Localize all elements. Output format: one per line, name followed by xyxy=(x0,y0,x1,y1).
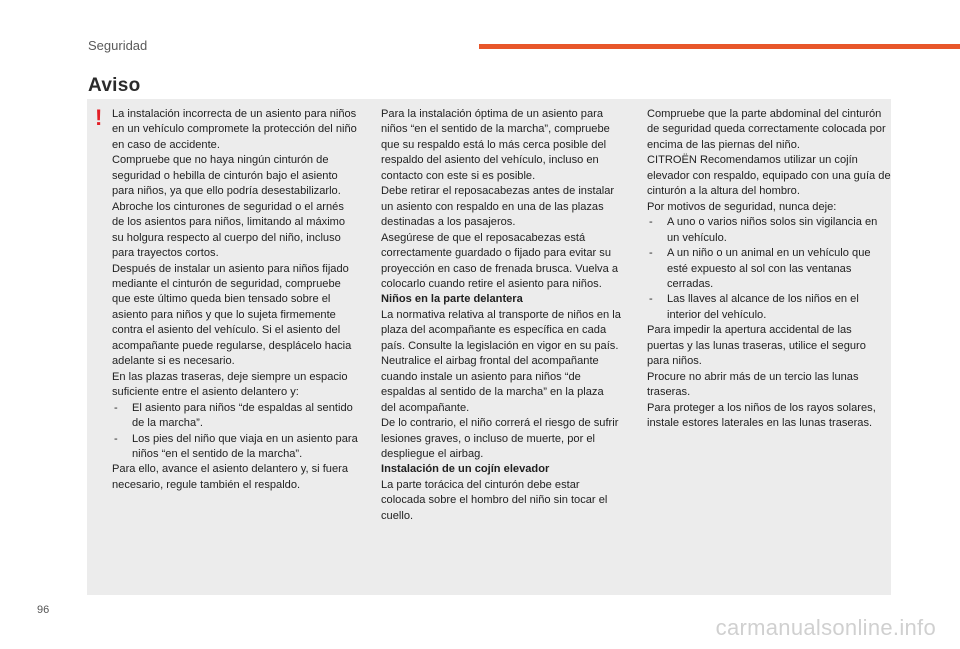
paragraph: Después de instalar un asiento para niños fijado mediante el cinturón de seguridad, compruebe que este último queda bien tensado sobre el asiento para niños y que lo sujeta firmemente contra el asiento del vehículo. Si el asiento del acompañante puede regularse, desplácelo hacia adelante si es necesario. xyxy=(112,262,352,368)
paragraph: La normativa relativa al transporte de niños en la plaza del acompañante es específica en cada país. Consulte la legislación en vigor en su país. xyxy=(381,308,621,352)
paragraph: Asegúrese de que el reposacabezas está correctamente guardado o fijado para evitar su proyección en caso de frenada brusca. Vuelva a colocarlo cuando retire el asiento para niños. xyxy=(381,231,619,290)
subheading: Instalación de un cojín elevador xyxy=(381,463,550,476)
text-column-1 xyxy=(112,107,358,493)
paragraph: Compruebe que no haya ningún cinturón de seguridad o hebilla de cinturón bajo el asiento para niños, ya que ello podría desestabilizarlo. xyxy=(112,154,341,198)
dash-list-item: - Los pies del niño que viaja en un asiento para niños “en el sentido de la marcha”. xyxy=(112,432,358,463)
paragraph: CITROËN Recomendamos utilizar un cojín elevador con respaldo, equipado con una guía de cinturón a la altura del hombro. xyxy=(647,154,891,198)
dash-list-item: - Las llaves al alcance de los niños en el interior del vehículo. xyxy=(647,292,891,323)
watermark: carmanualsonline.info xyxy=(715,615,936,640)
dash-list-item: - El asiento para niños “de espaldas al sentido de la marcha”. xyxy=(112,401,358,432)
paragraph: Para proteger a los niños de los rayos solares, instale estores laterales en las lunas traseras. xyxy=(647,401,876,430)
paragraph: Abroche los cinturones de seguridad o el arnés de los asientos para niños, limitando al máximo su holgura respecto al cuerpo del niño, incluso para trayectos cortos. xyxy=(112,200,346,260)
dash-list-item: - A uno o varios niños solos sin vigilancia en un vehículo. xyxy=(647,215,891,246)
paragraph: Para impedir la apertura accidental de las puertas y las lunas traseras, utilice el seguro para niños. xyxy=(647,324,866,368)
paragraph: Debe retirar el reposacabezas antes de instalar un asiento con respaldo en una de las plazas destinadas a los pasajeros. xyxy=(381,185,615,229)
text-column-3 xyxy=(647,107,891,432)
paragraph: Neutralice el airbag frontal del acompañante cuando instale un asiento para niños “de espaldas al sentido de la marcha” en la plaza del acompañante. xyxy=(381,355,604,414)
paragraph: Compruebe que la parte abdominal del cinturón de seguridad queda correctamente colocada por encima de las piernas del niño. xyxy=(647,108,886,151)
paragraph: La instalación incorrecta de un asiento para niños en un vehículo compromete la protección del niño en caso de accidente. xyxy=(112,108,357,151)
paragraph: De lo contrario, el niño correrá el riesgo de sufrir lesiones graves, o incluso de muerte, por el despliegue el airbag. xyxy=(381,417,619,460)
paragraph: Procure no abrir más de un tercio las lunas traseras. xyxy=(647,370,859,399)
paragraph: Por motivos de seguridad, nunca deje: xyxy=(647,200,837,213)
section-label: Seguridad xyxy=(88,38,148,53)
section-accent-bar xyxy=(479,44,960,49)
text-column-2 xyxy=(381,107,621,524)
paragraph: Para la instalación óptima de un asiento para niños “en el sentido de la marcha”, compruebe que su respaldo está lo más cerca posible del respaldo del asiento del vehículo, incluso en contacto con este si es posible. xyxy=(381,108,610,182)
warning-icon: ! xyxy=(95,105,103,130)
page-title: Aviso xyxy=(88,75,141,96)
page-number: 96 xyxy=(37,604,50,616)
dash-list-item: - A un niño o un animal en un vehículo que esté expuesto al sol con las ventanas cerradas. xyxy=(647,246,891,292)
paragraph: Para ello, avance el asiento delantero y, si fuera necesario, regule también el respaldo. xyxy=(112,463,348,491)
paragraph: La parte torácica del cinturón debe estar colocada sobre el hombro del niño sin tocar el cuello. xyxy=(381,478,608,522)
paragraph: En las plazas traseras, deje siempre un espacio suficiente entre el asiento delantero y: xyxy=(112,370,348,399)
subheading: Niños en la parte delantera xyxy=(381,293,523,306)
